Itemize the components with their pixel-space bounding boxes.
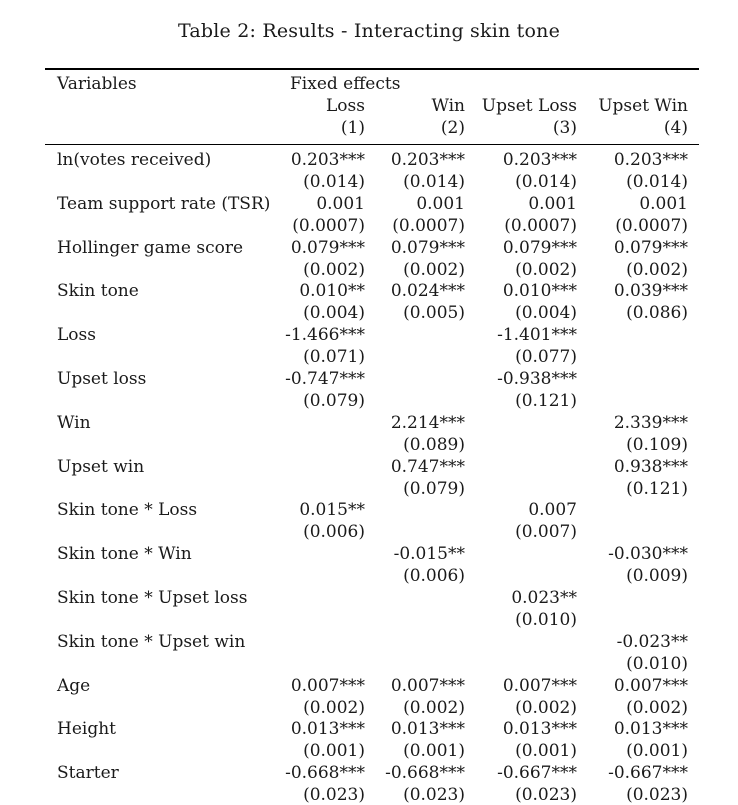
row-label-skin-tone-win: Skin tone * Win — [57, 544, 192, 564]
column-number-2: (2) — [440, 118, 465, 138]
se-cell: (0.004) — [515, 303, 577, 323]
coef-cell: 0.013*** — [502, 719, 577, 739]
coef-cell: 0.747*** — [390, 457, 465, 477]
se-cell: (0.010) — [626, 654, 688, 674]
row-label-team-support-rate-tsr: Team support rate (TSR) — [57, 194, 271, 214]
coef-cell: 0.001 — [528, 194, 577, 214]
coef-cell: 0.013*** — [290, 719, 365, 739]
se-cell: (0.002) — [303, 260, 365, 280]
coef-cell: 0.007*** — [502, 676, 577, 696]
coef-cell: -0.015** — [393, 544, 465, 564]
se-cell: (0.014) — [403, 172, 465, 192]
se-cell: (0.0007) — [392, 216, 465, 236]
coef-cell: -0.667*** — [608, 763, 688, 783]
row-label-upset-loss: Upset loss — [57, 369, 147, 389]
se-cell: (0.002) — [515, 698, 577, 718]
coef-cell: 0.079*** — [290, 238, 365, 258]
coef-cell: -0.938*** — [497, 369, 577, 389]
se-cell: (0.023) — [403, 785, 465, 805]
coef-cell: -1.466*** — [285, 325, 365, 345]
se-cell: (0.014) — [515, 172, 577, 192]
se-cell: (0.009) — [626, 566, 688, 586]
se-cell: (0.014) — [303, 172, 365, 192]
se-cell: (0.002) — [626, 698, 688, 718]
se-cell: (0.023) — [626, 785, 688, 805]
se-cell: (0.001) — [626, 741, 688, 761]
table-title: Table 2: Results - Interacting skin tone — [177, 20, 561, 42]
se-cell: (0.089) — [403, 435, 465, 455]
se-cell: (0.079) — [303, 391, 365, 411]
row-label-skin-tone: Skin tone — [57, 281, 139, 301]
row-label-skin-tone-upset-loss: Skin tone * Upset loss — [57, 588, 248, 608]
column-name-3: Upset Loss — [481, 96, 577, 116]
coef-cell: 2.339*** — [613, 413, 688, 433]
column-name-1: Loss — [326, 96, 365, 116]
se-cell: (0.002) — [626, 260, 688, 280]
se-cell: (0.071) — [303, 347, 365, 367]
se-cell: (0.023) — [303, 785, 365, 805]
coef-cell: 0.007*** — [613, 676, 688, 696]
se-cell: (0.121) — [626, 479, 688, 499]
coef-cell: -0.023** — [616, 632, 688, 652]
se-cell: (0.109) — [626, 435, 688, 455]
coef-cell: -0.030*** — [608, 544, 688, 564]
header-rule — [45, 144, 699, 145]
coef-cell: 0.001 — [639, 194, 688, 214]
coef-cell: 0.203*** — [290, 150, 365, 170]
se-cell: (0.004) — [303, 303, 365, 323]
row-label-ln-votes-received: ln(votes received) — [57, 150, 212, 170]
coef-cell: -0.668*** — [385, 763, 465, 783]
coef-cell: 2.214*** — [390, 413, 465, 433]
coef-cell: 0.039*** — [613, 281, 688, 301]
coef-cell: -0.747*** — [285, 369, 365, 389]
coef-cell: -0.667*** — [497, 763, 577, 783]
se-cell: (0.002) — [515, 260, 577, 280]
se-cell: (0.002) — [303, 698, 365, 718]
coef-cell: 0.203*** — [390, 150, 465, 170]
coef-cell: 0.007 — [528, 500, 577, 520]
row-label-height: Height — [57, 719, 116, 739]
coef-cell: 0.024*** — [390, 281, 465, 301]
row-label-starter: Starter — [57, 763, 119, 783]
se-cell: (0.006) — [303, 522, 365, 542]
se-cell: (0.121) — [515, 391, 577, 411]
se-cell: (0.0007) — [504, 216, 577, 236]
variables-header: Variables — [57, 74, 137, 94]
coef-cell: 0.010** — [299, 281, 365, 301]
se-cell: (0.005) — [403, 303, 465, 323]
coef-cell: -1.401*** — [497, 325, 577, 345]
coef-cell: 0.001 — [316, 194, 365, 214]
se-cell: (0.023) — [515, 785, 577, 805]
coef-cell: 0.203*** — [613, 150, 688, 170]
coef-cell: 0.010*** — [502, 281, 577, 301]
coef-cell: 0.938*** — [613, 457, 688, 477]
top-rule — [45, 68, 699, 70]
row-label-hollinger-game-score: Hollinger game score — [57, 238, 244, 258]
se-cell: (0.010) — [515, 610, 577, 630]
row-label-loss: Loss — [57, 325, 96, 345]
coef-cell: 0.001 — [416, 194, 465, 214]
column-number-1: (1) — [340, 118, 365, 138]
coef-cell: -0.668*** — [285, 763, 365, 783]
coef-cell: 0.007*** — [290, 676, 365, 696]
row-label-upset-win: Upset win — [57, 457, 145, 477]
se-cell: (0.002) — [403, 260, 465, 280]
coef-cell: 0.023** — [511, 588, 577, 608]
se-cell: (0.001) — [403, 741, 465, 761]
row-label-skin-tone-loss: Skin tone * Loss — [57, 500, 198, 520]
se-cell: (0.007) — [515, 522, 577, 542]
column-name-4: Upset Win — [598, 96, 688, 116]
column-number-3: (3) — [552, 118, 577, 138]
coef-cell: 0.079*** — [390, 238, 465, 258]
coef-cell: 0.013*** — [390, 719, 465, 739]
se-cell: (0.086) — [626, 303, 688, 323]
coef-cell: 0.015** — [299, 500, 365, 520]
se-cell: (0.001) — [303, 741, 365, 761]
se-cell: (0.006) — [403, 566, 465, 586]
se-cell: (0.0007) — [615, 216, 688, 236]
row-label-skin-tone-upset-win: Skin tone * Upset win — [57, 632, 246, 652]
column-name-2: Win — [431, 96, 465, 116]
column-number-4: (4) — [663, 118, 688, 138]
coef-cell: 0.007*** — [390, 676, 465, 696]
coef-cell: 0.079*** — [502, 238, 577, 258]
coef-cell: 0.013*** — [613, 719, 688, 739]
se-cell: (0.077) — [515, 347, 577, 367]
row-label-win: Win — [57, 413, 91, 433]
se-cell: (0.002) — [403, 698, 465, 718]
row-label-age: Age — [57, 676, 91, 696]
se-cell: (0.001) — [515, 741, 577, 761]
coef-cell: 0.079*** — [613, 238, 688, 258]
coef-cell: 0.203*** — [502, 150, 577, 170]
fixed-effects-header: Fixed effects — [290, 74, 401, 94]
se-cell: (0.079) — [403, 479, 465, 499]
se-cell: (0.0007) — [292, 216, 365, 236]
se-cell: (0.014) — [626, 172, 688, 192]
